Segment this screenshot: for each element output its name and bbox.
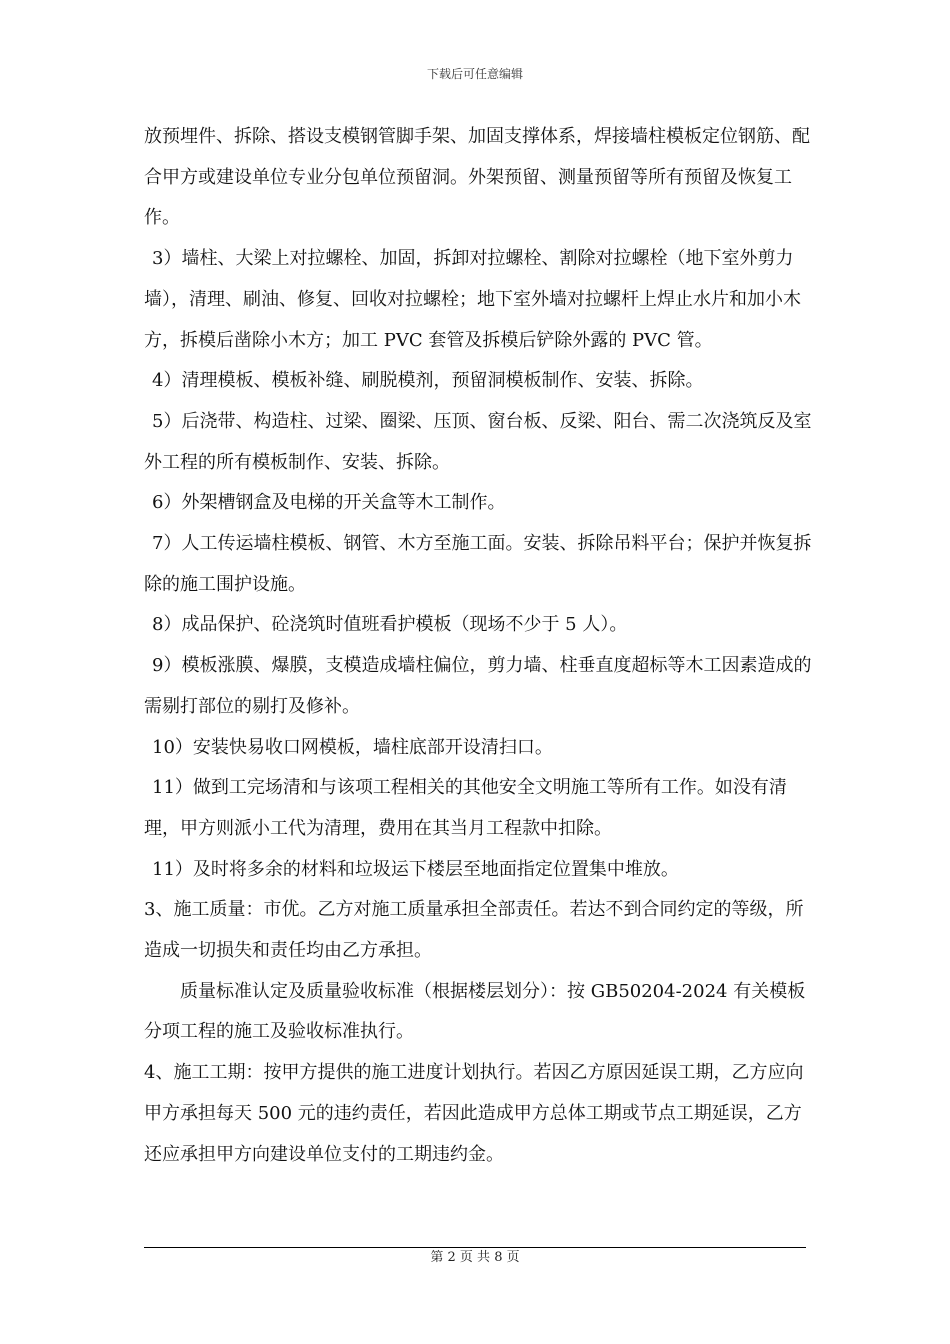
list-item-11b: 11）及时将多余的材料和垃圾运下楼层至地面指定位置集中堆放。 bbox=[152, 858, 679, 880]
page-footer: 第 2 页 共 8 页 bbox=[430, 1250, 520, 1265]
document-body bbox=[144, 117, 819, 1175]
page-header: 下载后可任意编辑 bbox=[426, 67, 523, 81]
list-item-7: 7）人工传运墙柱模板、钢管、木方至施工面。安装、拆除吊料平台；保护并恢复拆除的施工围护设施。 bbox=[144, 533, 812, 595]
footer-divider bbox=[144, 1247, 806, 1248]
section-construction-quality: 3、施工质量：市优。乙方对施工质量承担全部责任。若达不到合同约定的等级，所造成一切损失和责任均由乙方承担。 bbox=[144, 899, 804, 962]
paragraph-quality-standard: 质量标准认定及质量验收标准（根据楼层划分）：按 GB50204-2024 有关模板分项工程的施工及验收标准执行。 bbox=[144, 980, 806, 1043]
list-item-10: 10）安装快易收口网模板，墙柱底部开设清扫口。 bbox=[152, 736, 553, 758]
list-item-9: 9）模板涨膜、爆膜，支模造成墙柱偏位，剪力墙、柱垂直度超标等木工因素造成的需剔打部位的剔打及修补。 bbox=[144, 655, 812, 717]
list-item-5: 5）后浇带、构造柱、过梁、圈梁、压顶、窗台板、反梁、阳台、需二次浇筑反及室外工程的所有模板制作、安装、拆除。 bbox=[144, 410, 812, 473]
section-construction-schedule: 4、施工工期：按甲方提供的施工进度计划执行。若因乙方原因延误工期，乙方应向甲方承担每天 500 元的违约责任，若因此造成甲方总体工期或节点工期延误，乙方还应承担甲方向建设单位支付的工期违约金。 bbox=[144, 1062, 804, 1165]
paragraph-continuation: 放预埋件、拆除、搭设支模钢管脚手架、加固支撑体系，焊接墙柱模板定位钢筋、配合甲方或建设单位专业分包单位预留洞。外架预留、测量预留等所有预留及恢复工作。 bbox=[144, 126, 810, 229]
list-item-4: 4）清理模板、模板补缝、刷脱模剂，预留洞模板制作、安装、拆除。 bbox=[152, 370, 704, 392]
list-item-8: 8）成品保护、砼浇筑时值班看护模板（现场不少于 5 人）。 bbox=[152, 614, 628, 636]
list-item-3: 3）墙柱、大梁上对拉螺栓、加固，拆卸对拉螺栓、割除对拉螺栓（地下室外剪力墙），清理、刷油、修复、回收对拉螺栓；地下室外墙对拉螺杆上焊止水片和加小木方，拆模后凿除小木方；加工 PVC 套管及拆模后铲除外露的 PVC 管。 bbox=[144, 248, 801, 351]
list-item-6: 6）外架槽钢盒及电梯的开关盒等木工制作。 bbox=[152, 492, 506, 514]
list-item-11a: 11）做到工完场清和与该项工程相关的其他安全文明施工等所有工作。如没有清理，甲方则派小工代为清理，费用在其当月工程款中扣除。 bbox=[144, 777, 787, 839]
